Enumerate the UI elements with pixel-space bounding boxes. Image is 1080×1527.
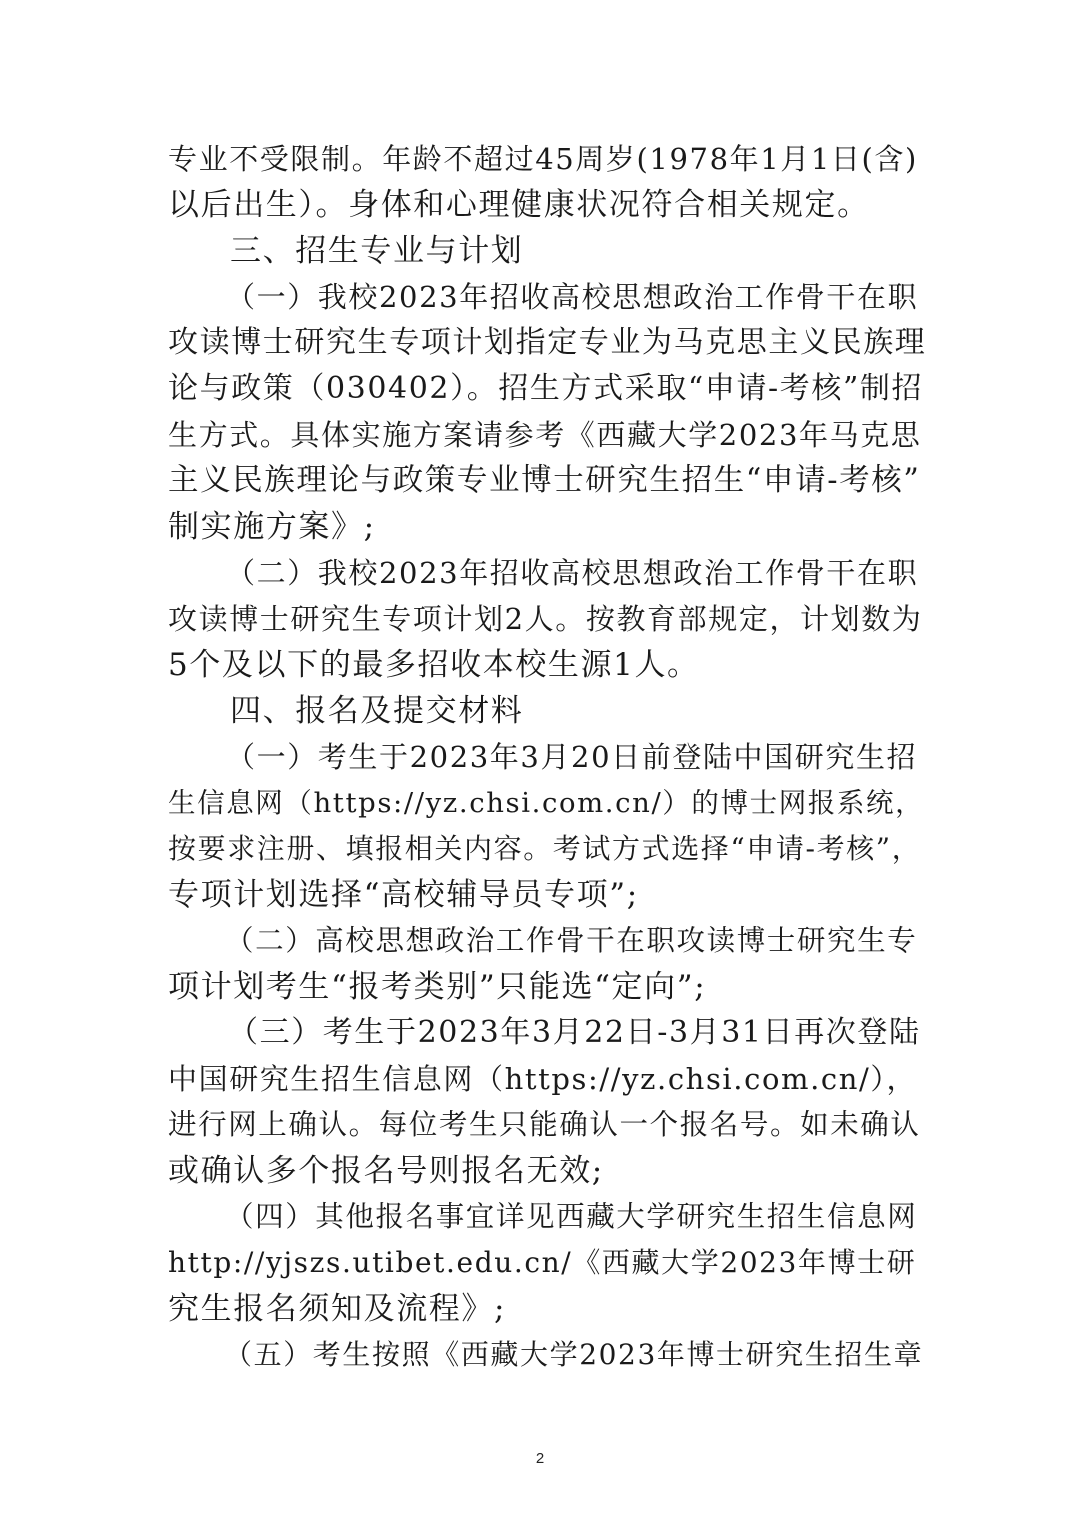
text-line: 5个及以下的最多招收本校生源1人。 [168, 647, 700, 683]
text-line: 究生报名须知及流程》; [168, 1291, 507, 1327]
page-number: 2 [535, 1450, 545, 1467]
paragraph-eligibility [168, 136, 928, 228]
text-line: 以后出生）。身体和心理健康状况符合相关规定。 [168, 187, 870, 223]
document-body [168, 136, 928, 1378]
text-line: 专项计划选择“高校辅导员专项”; [168, 877, 639, 913]
text-line: http://yjszs.utibet.edu.cn/《西藏大学2023年博士研 [168, 1246, 917, 1279]
text-line: （四）其他报名事宜详见西藏大学研究生招生信息网 [225, 1200, 918, 1233]
text-line: 进行网上确认。每位考生只能确认一个报名号。如未确认 [168, 1108, 921, 1141]
text-line: 攻读博士研究生专项计划2人。按教育部规定，计划数为 [168, 602, 923, 636]
paragraph-4-5 [168, 1332, 928, 1378]
text-line: 或确认多个报名号则报名无效; [168, 1153, 604, 1189]
heading-text: 三、招生专业与计划 [230, 233, 524, 269]
paragraph-3-1 [168, 274, 928, 550]
text-line: 生信息网（https://yz.chsi.com.cn/）的博士网报系统， [168, 787, 925, 819]
text-line: 项计划考生“报考类别”只能选“定向”; [168, 969, 707, 1005]
text-line: （一）我校2023年招收高校思想政治工作骨干在职 [226, 280, 919, 314]
paragraph-4-3 [168, 1010, 928, 1194]
text-line: 论与政策（030402）。招生方式采取“申请-考核”制招 [168, 371, 924, 406]
text-line: 专业不受限制。年龄不超过45周岁(1978年1月1日(含) [168, 142, 918, 176]
text-line: 生方式。具体实施方案请参考《西藏大学2023年马克思 [168, 418, 922, 452]
text-line: 主义民族理论与政策专业博士研究生招生“申请-考核” [168, 463, 921, 498]
text-line: （一）考生于2023年3月20日前登陆中国研究生招 [226, 740, 918, 774]
text-line: 按要求注册、填报相关内容。考试方式选择“申请-考核”， [168, 832, 922, 865]
section-heading-three [168, 228, 928, 274]
heading-text: 四、报名及提交材料 [230, 693, 524, 729]
text-line: 中国研究生招生信息网（https://yz.chsi.com.cn/）， [168, 1062, 918, 1096]
text-line: （三）考生于2023年3月22日-3月31日再次登陆 [228, 1015, 921, 1050]
paragraph-3-2 [168, 550, 928, 688]
text-line: 制实施方案》; [168, 509, 376, 545]
paragraph-4-1 [168, 734, 928, 918]
section-heading-four [168, 688, 928, 734]
text-line: （二）我校2023年招收高校思想政治工作骨干在职 [226, 556, 919, 590]
text-line: （二）高校思想政治工作骨干在职攻读博士研究生专 [225, 924, 918, 957]
text-line: （五）考生按照《西藏大学2023年博士研究生招生章 [224, 1338, 924, 1371]
text-line: 攻读博士研究生专项计划指定专业为马克思主义民族理 [168, 325, 927, 360]
paragraph-4-4 [168, 1194, 928, 1332]
paragraph-4-2 [168, 918, 928, 1010]
